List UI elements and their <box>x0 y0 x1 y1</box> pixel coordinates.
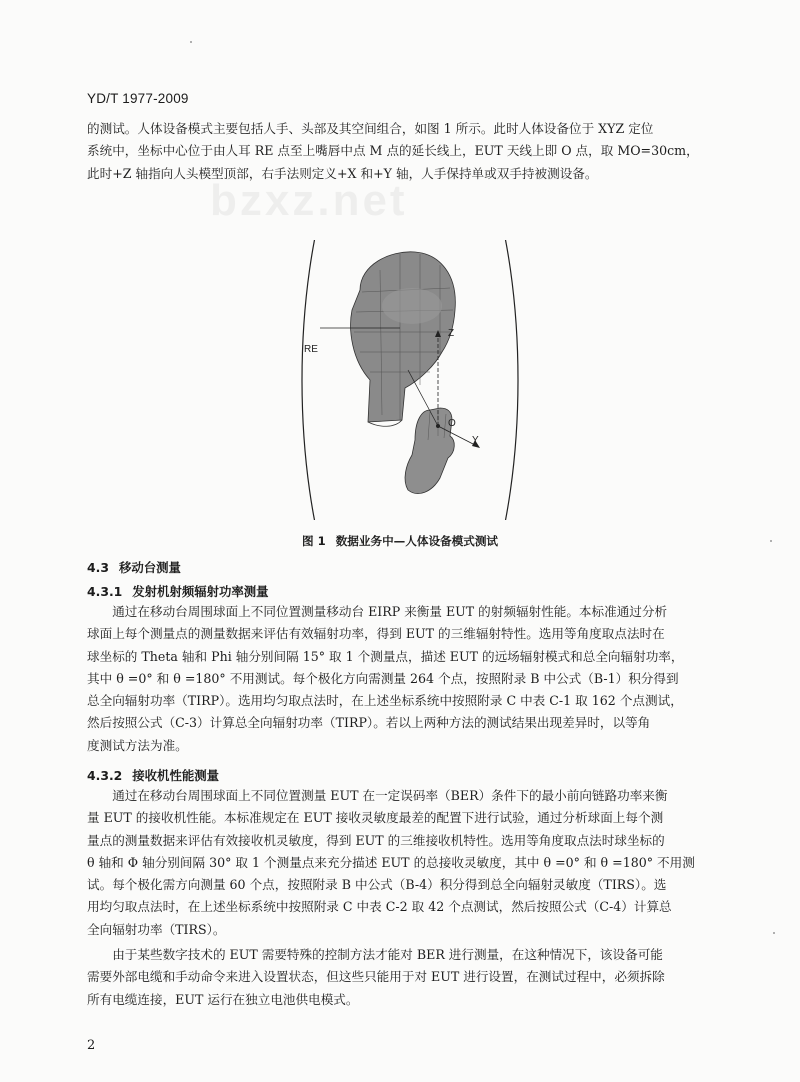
figure-caption <box>0 533 800 549</box>
origin-point-o <box>436 424 440 428</box>
figure-head-hand-model <box>290 240 530 520</box>
caption-number: 图 1 <box>301 534 326 548</box>
heading-4-3-1 <box>87 582 269 600</box>
paragraph-4-3-2 <box>87 785 719 941</box>
watermark: bzxz.net <box>210 176 408 225</box>
heading-number: 4.3 <box>87 560 109 575</box>
head-model <box>351 252 456 426</box>
text-line: 其中 θ =0° 和 θ =180° 不用测试。每个极化方向需测量 264 个点，按照附录 B 中公式（B-1）积分得到 <box>87 670 679 686</box>
text-line: 通过在移动台周围球面上不同位置测量 EUT 在一定误码率（BER）条件下的最小前向链路功率来衡 <box>87 788 668 803</box>
text-line: 球面上每个测量点的测量数据来评估有效辐射功率，得到 EUT 的三维辐射特性。选用等角度取点法时在 <box>87 626 665 642</box>
heading-4-3 <box>87 558 181 576</box>
label-o: O <box>448 418 456 429</box>
scan-speck <box>190 41 192 43</box>
heading-number: 4.3.1 <box>87 584 123 599</box>
text-line: 用均匀取点法时，在上述坐标系统中按照附录 C 中表 C-2 取 42 个点测试，然后按照公式（C-4）计算总 <box>87 899 672 915</box>
text-line: 此时+Z 轴指向人头模型顶部，右手法则定义+X 和+Y 轴，人手保持单或双手持被测设备。 <box>87 165 598 181</box>
text-line: 量点的测量数据来评估有效接收机灵敏度，得到 EUT 的三维接收机特性。选用等角度取点法时球坐标的 <box>87 832 665 848</box>
text-line: 由于某些数字技术的 EUT 需要特殊的控制方法才能对 BER 进行测量，在这种情况下，该设备可能 <box>87 947 663 962</box>
scan-speck <box>773 932 775 934</box>
caption-text: 数据业务中—人体设备模式测试 <box>335 534 499 548</box>
label-re: RE <box>304 344 318 355</box>
text-line: 通过在移动台周围球面上不同位置测量移动台 EIRP 来衡量 EUT 的射频辐射性能。本标准通过分析 <box>87 604 668 619</box>
label-z: Z <box>448 328 455 339</box>
text-line: 然后按照公式（C-3）计算总全向辐射功率（TIRP）。若以上两种方法的测试结果出现差异时，以等角 <box>87 715 651 731</box>
text-line: 量 EUT 的接收机性能。本标准规定在 EUT 接收灵敏度最差的配置下进行试验，通过分析球面上每个测 <box>87 810 664 826</box>
heading-title: 发射机射频辐射功率测量 <box>132 584 269 599</box>
text-line: θ 轴和 Φ 轴分别间隔 30° 取 1 个测量点来充分描述 EUT 的总接收灵敏度，其中 θ =0° 和 θ =180° 不用测 <box>87 854 695 870</box>
heading-title: 接收机性能测量 <box>132 768 220 783</box>
text-line: 所有电缆连接，EUT 运行在独立电池供电模式。 <box>87 991 359 1007</box>
heading-number: 4.3.2 <box>87 768 123 783</box>
text-line: 系统中，坐标中心位于由人耳 RE 点至上嘴唇中点 M 点的延长线上，EUT 天线上即 O 点，取 MO=30cm， <box>87 143 699 159</box>
heading-title: 移动台测量 <box>118 560 181 575</box>
text-line: 需要外部电缆和手动命令来进入设置状态，但这些只能用于对 EUT 进行设置，在测试过程中，必须拆除 <box>87 969 665 985</box>
text-line: 试。每个极化需方向测量 60 个点，按照附录 B 中公式（B-4）积分得到总全向辐射灵敏度（TIRS）。选 <box>87 877 667 893</box>
text-line: 球坐标的 Theta 轴和 Phi 轴分别间隔 15° 取 1 个测量点，描述 EUT 的远场辐射模式和总全向辐射功率， <box>87 648 684 664</box>
paragraph-final <box>87 944 719 1011</box>
text-line: 全向辐射功率（TIRS）。 <box>87 921 226 937</box>
intro-paragraph <box>87 118 719 185</box>
standard-code: YD/T 1977-2009 <box>87 91 189 106</box>
paragraph-4-3-1 <box>87 601 719 757</box>
page-number: 2 <box>87 1038 96 1053</box>
heading-4-3-2 <box>87 766 219 784</box>
text-line: 度测试方法为准。 <box>87 737 188 753</box>
text-line: 的测试。人体设备模式主要包括人手、头部及其空间组合，如图 1 所示。此时人体设备位于 XYZ 定位 <box>87 121 654 136</box>
text-line: 总全向辐射功率（TIRP）。选用均匀取点法时，在上述坐标系统中按照附录 C 中表 C-1 取 162 个点测试， <box>87 693 683 709</box>
hand-model <box>405 408 454 494</box>
label-y: Y <box>472 435 479 446</box>
